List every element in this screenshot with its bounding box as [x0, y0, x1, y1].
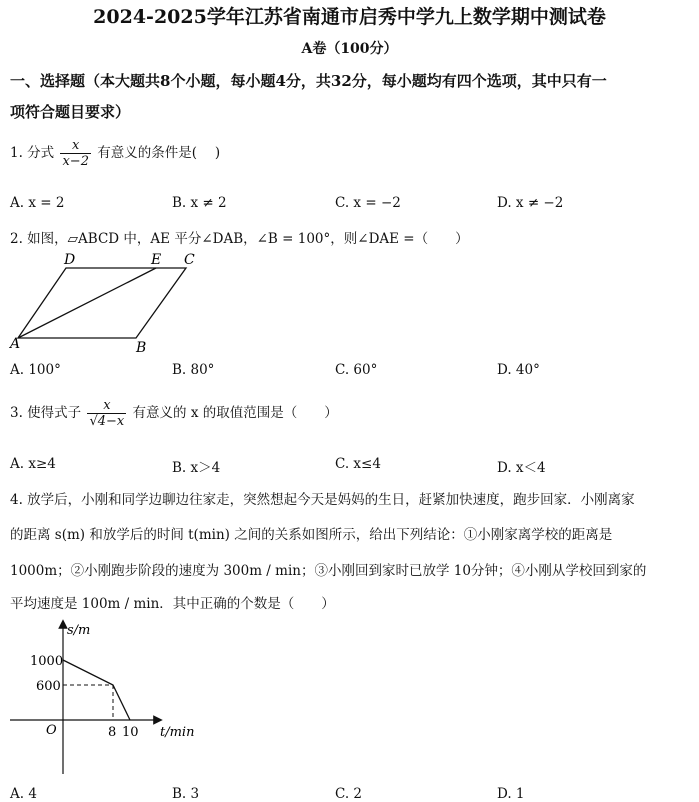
- question-3-fraction: [87, 398, 126, 429]
- q1-option-b: B. x ≠ 2: [172, 195, 227, 211]
- q3-option-c: C. x≤4: [335, 456, 381, 472]
- q4-option-c: C. 2: [335, 786, 363, 802]
- y-tick-600: 600: [36, 679, 61, 694]
- page-title: 2024-2025学年江苏省南通市启秀中学九上数学期中测试卷: [93, 6, 606, 28]
- q1-option-d: D. x ≠ −2: [497, 195, 564, 211]
- question-4-line1: 4. 放学后，小刚和同学边聊边往家走，突然想起今天是妈妈的生日，赶紧加快速度，跑步回家．小刚离家: [10, 492, 635, 508]
- label-b: B: [136, 340, 147, 356]
- distance-line: [63, 660, 130, 720]
- question-3-prefix: 3. 使得式子: [10, 405, 82, 421]
- q3-option-b: B. x＞4: [172, 460, 221, 476]
- label-a: A: [10, 336, 21, 352]
- question-1-prefix: 1. 分式: [10, 145, 55, 161]
- q2-option-c: C. 60°: [335, 362, 378, 378]
- distance-time-graph: [0, 618, 220, 776]
- q1-option-c: C. x = −2: [335, 195, 401, 211]
- parallelogram-abcd: [18, 268, 186, 338]
- q1-option-a: A. x = 2: [10, 195, 65, 211]
- x-tick-8: 8: [108, 725, 117, 740]
- segment-ae: [18, 268, 156, 338]
- question-2-text: 2. 如图，▱ABCD 中，AE 平分∠DAB，∠B = 100°，则∠DAE =（ ）: [10, 231, 469, 247]
- question-1: [10, 138, 220, 169]
- fraction-denominator: x−2: [62, 154, 89, 169]
- question-3: [10, 398, 338, 429]
- question-1-fraction: [60, 138, 91, 169]
- question-1-suffix: 有意义的条件是( ): [97, 145, 221, 161]
- q3-option-d: D. x＜4: [497, 460, 546, 476]
- x-axis-label: t/min: [160, 725, 195, 740]
- y-axis-label: s/m: [67, 623, 91, 638]
- q4-option-d: D. 1: [497, 786, 525, 802]
- q2-option-d: D. 40°: [497, 362, 540, 378]
- label-d: D: [64, 252, 76, 268]
- question-4-line2: 的距离 s(m) 和放学后的时间 t(min) 之间的关系如图所示，给出下列结论：①小刚家离学校的距离是: [10, 527, 613, 543]
- page-subtitle: A卷（100分）: [301, 41, 398, 57]
- parallelogram-figure: [8, 250, 208, 360]
- origin-label: O: [46, 723, 57, 738]
- fraction-numerator: x: [72, 138, 80, 153]
- fraction-denominator: √4−x: [89, 414, 125, 429]
- q2-option-b: B. 80°: [172, 362, 215, 378]
- section-heading-line1: 一、选择题（本大题共8个小题，每小题4分，共32分，每小题均有四个选项，其中只有一: [10, 72, 607, 90]
- fraction-numerator: x: [103, 398, 111, 413]
- q4-option-a: A. 4: [10, 786, 37, 802]
- question-4-line3: 1000m；②小刚跑步阶段的速度为 300m / min；③小刚回到家时已放学 10分钟；④小刚从学校回到家的: [10, 563, 647, 579]
- label-e: E: [151, 252, 162, 268]
- question-3-suffix: 有意义的 x 的取值范围是（ ）: [132, 405, 338, 421]
- y-tick-1000: 1000: [30, 654, 64, 669]
- q4-option-b: B. 3: [172, 786, 200, 802]
- q3-option-a: A. x≥4: [10, 456, 56, 472]
- label-c: C: [184, 252, 195, 268]
- question-4-line4: 平均速度是 100m / min．其中正确的个数是（ ）: [10, 596, 335, 612]
- section-heading-line2: 项符合题目要求）: [10, 103, 131, 121]
- q2-option-a: A. 100°: [10, 362, 61, 378]
- x-tick-10: 10: [122, 725, 139, 740]
